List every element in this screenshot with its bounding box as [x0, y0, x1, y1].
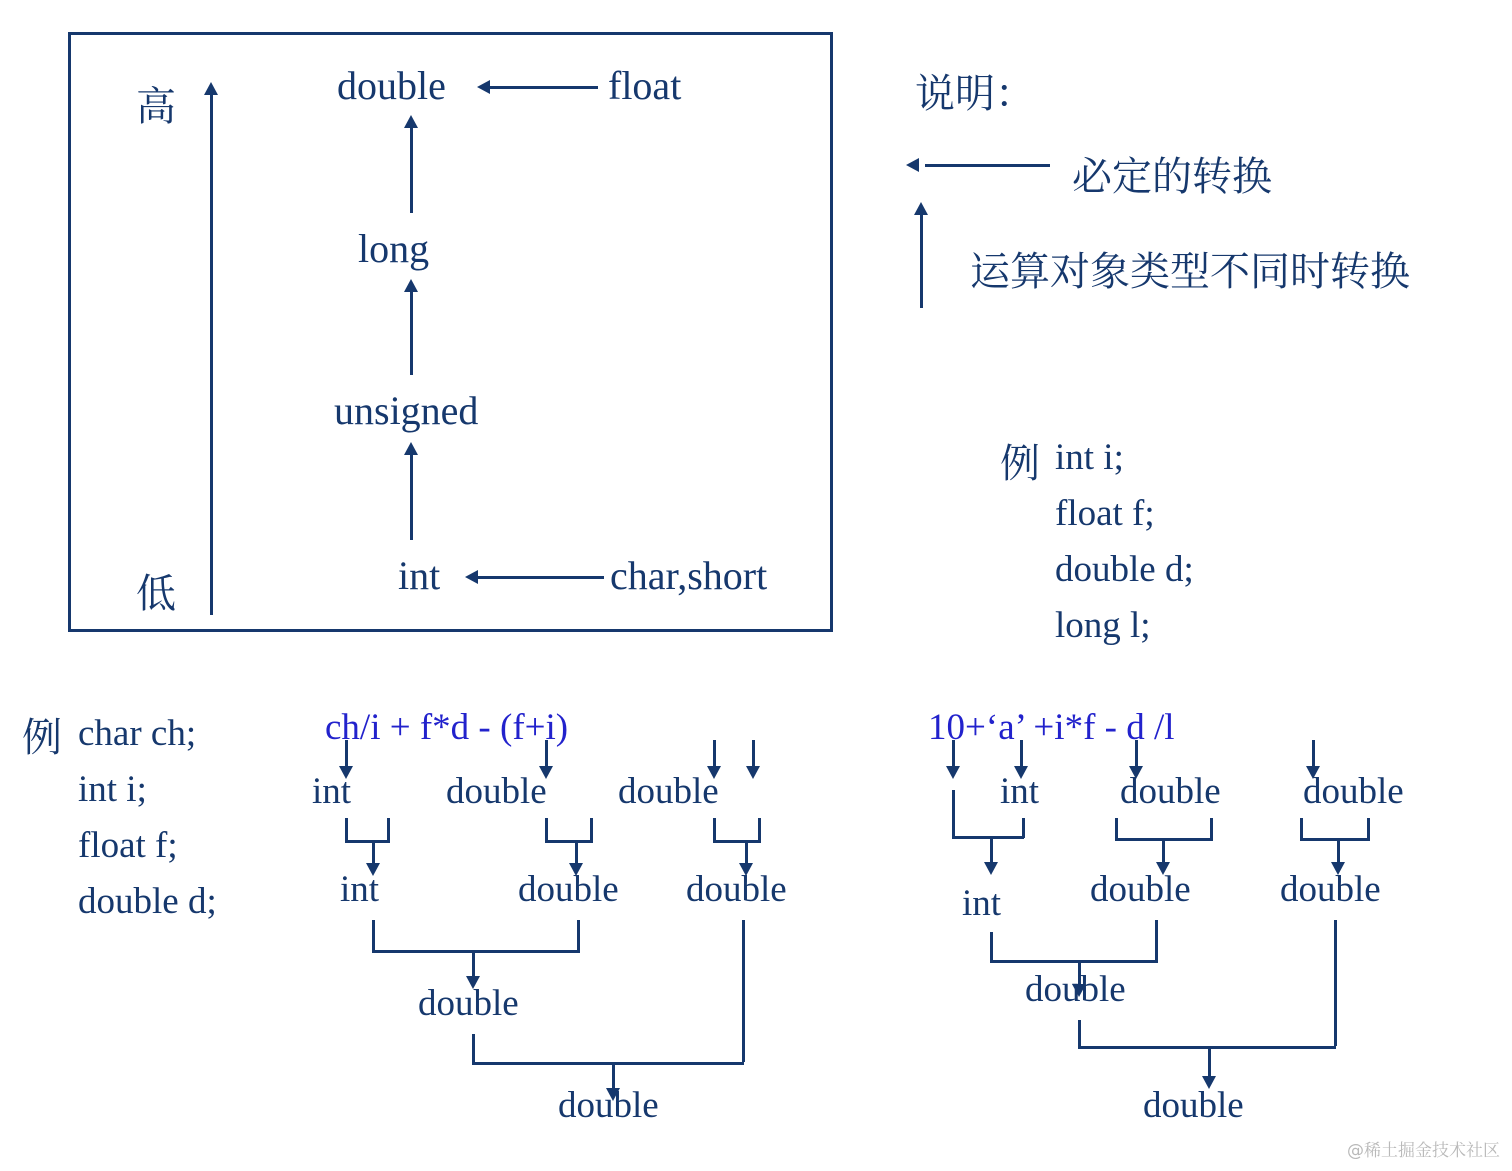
left-decl-line-0: char ch;: [78, 713, 197, 754]
axis-low-label: 低: [136, 571, 176, 617]
right-c1-c: [1022, 818, 1025, 838]
left-c5-c: [742, 920, 745, 1062]
right-c5-a: [1078, 1020, 1081, 1048]
left-l1-drop-3: [752, 740, 755, 768]
right-l1-drop-2: [1135, 740, 1138, 768]
right-c1-d: [990, 836, 993, 864]
right-c2-a: [1115, 818, 1118, 840]
right-c4-c: [1155, 920, 1158, 960]
left-c3-d: [745, 840, 748, 865]
char-to-int-line: [478, 576, 604, 579]
left-l4-result-0: double: [558, 1085, 659, 1126]
right-c3-c: [1367, 818, 1370, 840]
left-c3-a: [713, 818, 716, 842]
right-decl-line-3: long l;: [1055, 605, 1151, 646]
right-c5-b: [1078, 1046, 1336, 1049]
right-l1-head-0: [946, 766, 960, 779]
right-c4-b: [990, 960, 1158, 963]
left-l1-drop-0: [345, 740, 348, 768]
type-conversion-box: [68, 32, 833, 632]
priority-axis-line: [210, 95, 213, 615]
watermark: @稀土掘金技术社区: [1347, 1141, 1500, 1161]
left-l1-drop-2: [713, 740, 716, 768]
unsigned-to-long-line: [410, 292, 413, 375]
right-c3-b: [1300, 838, 1370, 841]
left-c1-b: [345, 840, 390, 843]
legend-conditional-line: [920, 215, 923, 308]
left-l2-result-0: int: [340, 869, 380, 910]
left-c4-b: [372, 950, 580, 953]
left-l3-result-0: double: [418, 983, 519, 1024]
right-c3-a: [1300, 818, 1303, 840]
right-l2-result-2: double: [1280, 869, 1381, 910]
right-decl-line-1: float f;: [1055, 493, 1155, 534]
type-double: double: [337, 63, 446, 108]
left-l2-result-2: double: [686, 869, 787, 910]
right-l1-drop-3: [1312, 740, 1315, 768]
left-c4-c: [577, 920, 580, 952]
left-c4-d: [472, 950, 475, 978]
left-c2-b: [545, 840, 593, 843]
type-int: int: [398, 553, 441, 598]
right-c5-c: [1334, 920, 1337, 1046]
right-l1-result-0: int: [1000, 771, 1040, 812]
left-decl-line-2: float f;: [78, 825, 178, 866]
right-c1-head: [984, 862, 998, 875]
left-example-label: 例: [22, 715, 62, 761]
left-decl-line-1: int i;: [78, 769, 147, 810]
float-to-double-arrowhead: [477, 80, 490, 94]
left-c2-a: [545, 818, 548, 842]
legend-mandatory-line: [925, 164, 1050, 167]
right-c2-c: [1210, 818, 1213, 840]
int-to-unsigned-arrowhead: [404, 442, 418, 455]
int-to-unsigned-line: [410, 455, 413, 540]
left-l1-head-3: [746, 766, 760, 779]
right-example-label: 例: [1000, 441, 1040, 487]
right-c4-a: [990, 932, 993, 962]
right-c2-d: [1162, 838, 1165, 864]
left-l1-result-2: double: [618, 771, 719, 812]
legend-heading: 说明：: [915, 71, 1035, 117]
long-to-double-arrowhead: [404, 115, 418, 128]
char-to-int-arrowhead: [465, 570, 478, 584]
left-c1-a: [345, 818, 348, 842]
left-c2-c: [590, 818, 593, 842]
right-l1-result-2: double: [1303, 771, 1404, 812]
type-long: long: [358, 226, 430, 271]
left-l1-drop-1: [545, 740, 548, 768]
left-c4-a: [372, 920, 375, 952]
left-c2-d: [575, 840, 578, 865]
left-l1-result-0: int: [312, 771, 352, 812]
unsigned-to-long-arrowhead: [404, 279, 418, 292]
type-unsigned: unsigned: [334, 388, 479, 433]
right-l1-drop-1: [1020, 740, 1023, 768]
right-l1-drop-0: [952, 740, 955, 768]
legend-mandatory-label: 必定的转换: [1072, 154, 1272, 200]
left-c3-b: [713, 840, 761, 843]
right-decl-line-2: double d;: [1055, 549, 1194, 590]
left-expression: ch/i + f*d - (f+i): [325, 707, 569, 748]
left-c3-c: [758, 818, 761, 842]
right-l1-result-1: double: [1120, 771, 1221, 812]
right-l2-result-0: int: [962, 883, 1002, 924]
legend-mandatory-arrowhead: [906, 158, 919, 172]
left-decl-line-3: double d;: [78, 881, 217, 922]
legend-conditional-label: 运算对象类型不同时转换: [970, 249, 1410, 295]
left-c5-b: [472, 1062, 744, 1065]
float-to-double-line: [490, 86, 598, 89]
left-c1-d: [372, 840, 375, 865]
right-l2-result-1: double: [1090, 869, 1191, 910]
right-expression: 10+‘a’ +i*f - d /l: [928, 707, 1175, 748]
right-c5-d: [1208, 1046, 1211, 1078]
right-c1-b: [952, 836, 1024, 839]
left-l1-result-1: double: [446, 771, 547, 812]
type-char-short: char,short: [610, 553, 768, 598]
priority-axis-arrowhead: [204, 82, 218, 95]
right-decl-line-0: int i;: [1055, 437, 1124, 478]
right-l4-result-0: double: [1143, 1085, 1244, 1126]
right-c1-a: [952, 790, 955, 838]
right-l3-result-0: double: [1025, 969, 1126, 1010]
type-float: float: [608, 63, 682, 108]
left-l2-result-1: double: [518, 869, 619, 910]
axis-high-label: 高: [136, 84, 176, 130]
right-c3-d: [1337, 838, 1340, 864]
left-c5-a: [472, 1034, 475, 1064]
left-c1-c: [387, 818, 390, 842]
legend-conditional-arrowhead: [914, 202, 928, 215]
long-to-double-line: [410, 128, 413, 213]
